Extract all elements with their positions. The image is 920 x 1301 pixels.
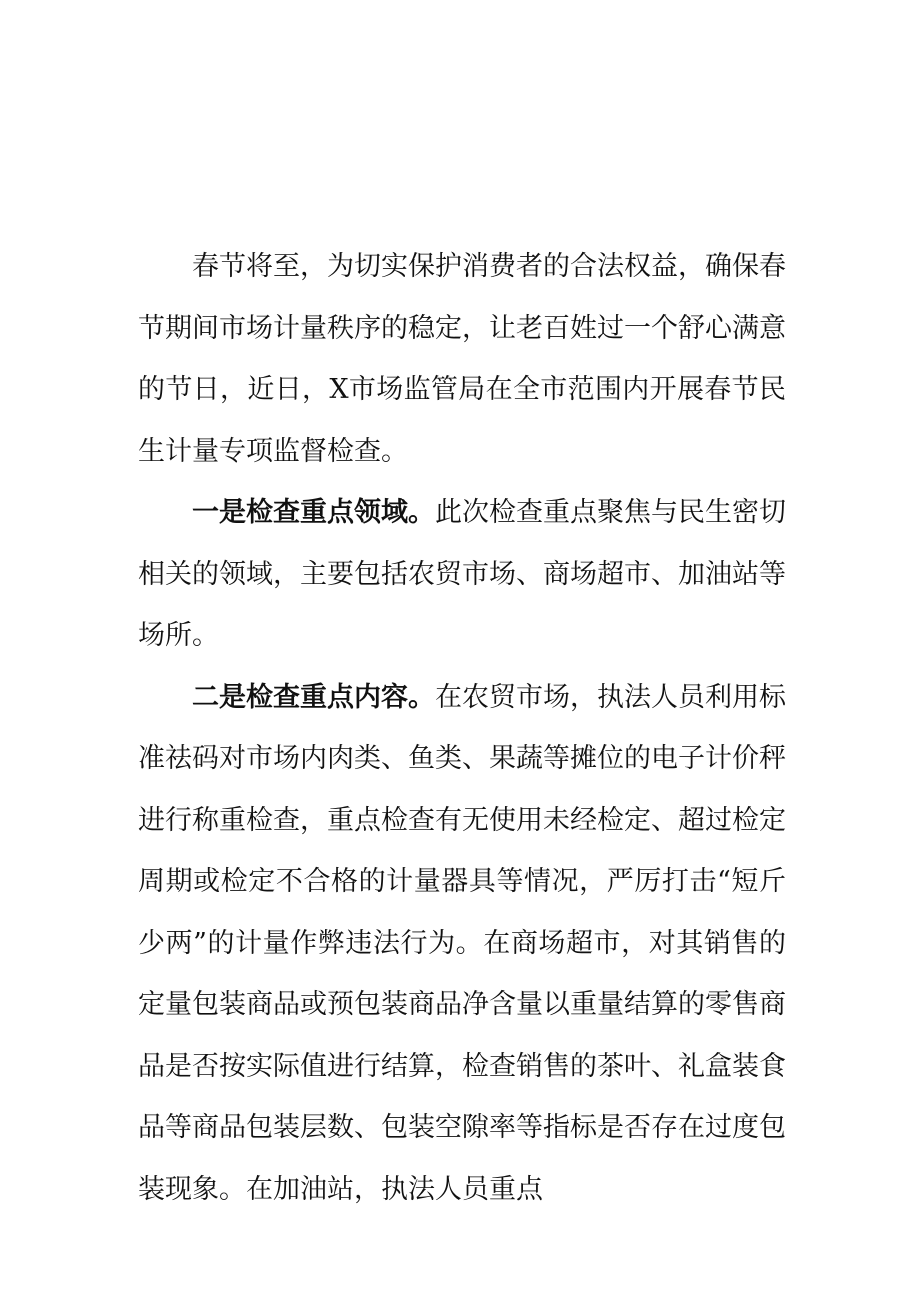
paragraph-intro-text: 春节将至，为切实保护消费者的合法权益，确保春节期间市场计量秩序的稳定，让老百姓过一个舒心满意的节日，近日，X市场监管局在全市范围内开展春节民生计量专项监督检查。 xyxy=(138,251,786,467)
paragraph-key-content-lead: 二是检查重点内容。 xyxy=(192,681,435,713)
paragraph-key-areas xyxy=(138,482,786,667)
paragraph-key-areas-lead: 一是检查重点领域。 xyxy=(192,497,435,528)
paragraph-intro xyxy=(138,236,786,482)
paragraph-key-content-text: 在农贸市场，执法人员利用标准祛码对市场内肉类、鱼类、果蔬等摊位的电子计价秤进行称重检查，重点检查有无使用未经检定、超过检定周期或检定不合格的计量器具等情况，严厉打击“短斤少两”的计量作弊违法行为。在商场超市，对其销售的定量包装商品或预包装商品净含量以重量结算的零售商品是否按实际值进行结算，检查销售的茶叶、礼盒装食品等商品包装层数、包装空隙率等指标是否存在过度包装现象。在加油站，执法人员重点 xyxy=(138,681,786,1205)
paragraph-key-areas-text: 此次检查重点聚焦与民生密切相关的领域，主要包括农贸市场、商场超市、加油站等场所。 xyxy=(138,497,786,651)
paragraph-key-content xyxy=(138,667,786,1221)
document-body xyxy=(138,236,786,1220)
